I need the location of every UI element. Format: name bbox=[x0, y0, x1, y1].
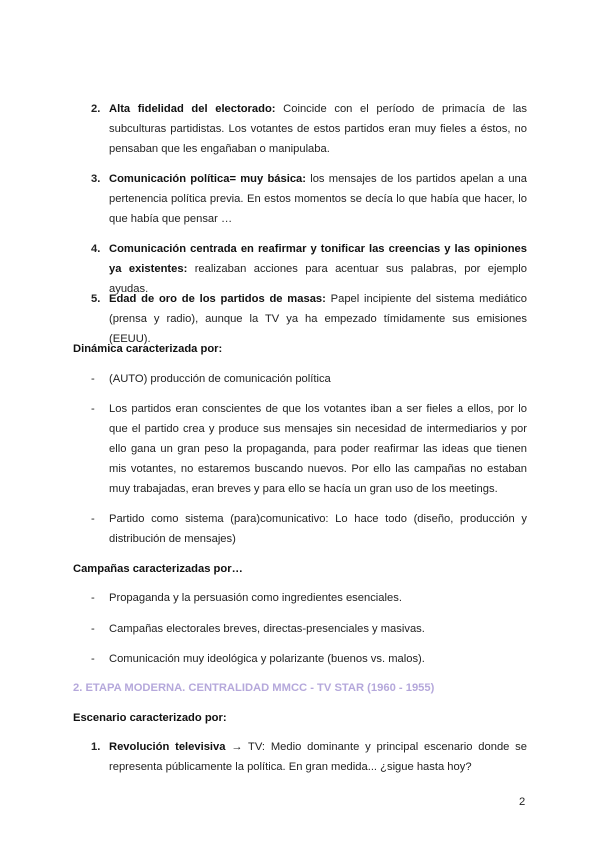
bullet-text: (AUTO) producción de comunicación política bbox=[109, 373, 331, 385]
item-bold-lead: Comunicación centrada en reafirmar y tonificar las creencias y las opiniones ya existentes: bbox=[109, 243, 527, 275]
bullet-text: Propaganda y la persuasión como ingredientes esenciales. bbox=[109, 592, 402, 604]
item-text: Papel incipiente del sistema mediático (prensa y radio), aunque la TV ya ha empezado tímidamente sus emisiones (EEUU). bbox=[109, 293, 527, 345]
bullet-item bbox=[91, 619, 527, 639]
dash-bullet: - bbox=[91, 653, 95, 665]
bullet-text: Campañas electorales breves, directas-presenciales y masivas. bbox=[109, 623, 425, 635]
bullet-item bbox=[91, 369, 527, 389]
item-number: 2. bbox=[91, 103, 101, 115]
bullet-text: Comunicación muy ideológica y polarizante (buenos vs. malos). bbox=[109, 653, 425, 665]
bullet-item bbox=[91, 588, 527, 608]
item-bold-lead: Comunicación política= muy básica: bbox=[109, 173, 306, 185]
item-bold-lead: Alta fidelidad del electorado: bbox=[109, 103, 276, 115]
item-number: 3. bbox=[91, 173, 101, 185]
bullet-item bbox=[91, 399, 527, 499]
dash-bullet: - bbox=[91, 513, 95, 525]
item-number: 5. bbox=[91, 293, 101, 305]
dash-bullet: - bbox=[91, 373, 95, 385]
item-text: realizaban acciones para acentuar sus palabras, por ejemplo ayudas. bbox=[109, 263, 527, 295]
dinamica-heading: Dinámica caracterizada por: bbox=[73, 343, 223, 355]
item-bold-lead: Revolución televisiva bbox=[109, 741, 226, 753]
page-number: 2 bbox=[519, 796, 526, 808]
item-number: 4. bbox=[91, 243, 101, 255]
item-number: 1. bbox=[91, 741, 101, 753]
dash-bullet: - bbox=[91, 623, 95, 635]
escenario-heading: Escenario caracterizado por: bbox=[73, 712, 227, 724]
item-text: → TV: Medio dominante y principal escenario donde se representa públicamente la política. En gran medida... ¿sigue hasta hoy? bbox=[109, 741, 527, 773]
item-text: los mensajes de los partidos apelan a una pertenencia política previa. En estos momentos se decía lo que había que hacer, lo que había que pensar … bbox=[109, 173, 527, 225]
bullet-text: Los partidos eran conscientes de que los votantes iban a ser fieles a ellos, por lo que el partido crea y produce sus mensajes sin necesidad de intermediarios y por ello gana un gran peso la propaganda, para poder reafirmar las ideas que tienen mis votantes, no estaremos buscando nuevos. Por ello las campañas no estaban muy trabajadas, eran breves y para ello se hacía un gran uso de los meetings. bbox=[109, 403, 527, 495]
section-title: 2. ETAPA MODERNA. CENTRALIDAD MMCC - TV STAR (1960 - 1955) bbox=[73, 682, 435, 694]
dash-bullet: - bbox=[91, 592, 95, 604]
numbered-item bbox=[91, 737, 527, 777]
numbered-item bbox=[91, 169, 527, 229]
item-bold-lead: Edad de oro de los partidos de masas: bbox=[109, 293, 326, 305]
bullet-item bbox=[91, 649, 527, 669]
bullet-text: Partido como sistema (para)comunicativo: Lo hace todo (diseño, producción y distribución de mensajes) bbox=[109, 513, 527, 545]
campanas-heading: Campañas caracterizadas por… bbox=[73, 563, 243, 575]
item-text: Coincide con el período de primacía de las subculturas partidistas. Los votantes de estos partidos eran muy fieles a éstos, no pensaban que les engañaban o manipulaba. bbox=[109, 103, 527, 155]
numbered-item bbox=[91, 99, 527, 159]
dash-bullet: - bbox=[91, 403, 95, 415]
bullet-item bbox=[91, 509, 527, 549]
